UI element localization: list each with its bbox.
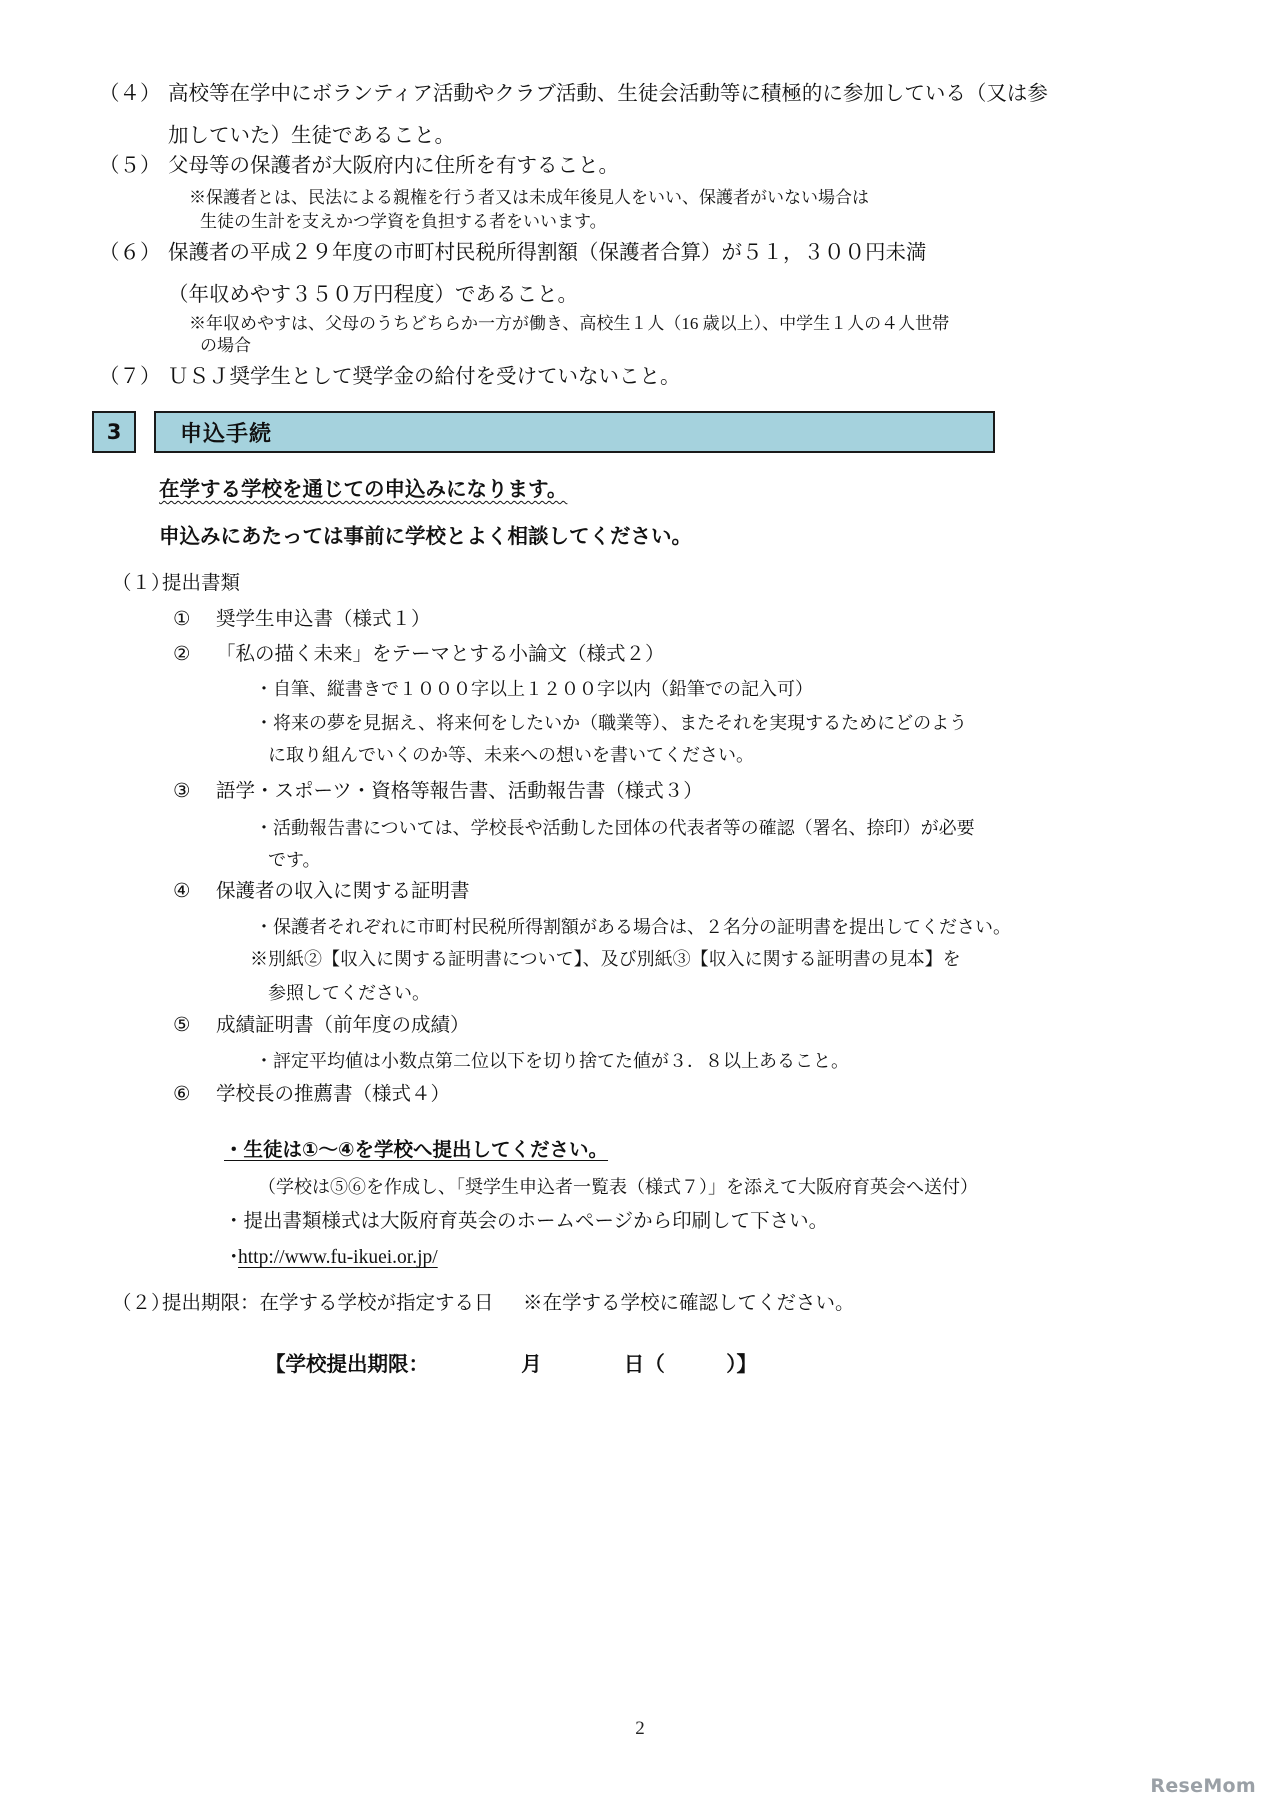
document-marker-3: ③ [173,781,191,802]
document-marker-2: ② [173,644,191,665]
eligibility-note: ※年収めやすは、父母のうちどちらか一方が働き、高校生１人（16 歳以上）、中学生１人の４人世帯 [189,314,950,333]
eligibility-note: ※保護者とは、民法による親権を行う者又は未成年後見人をいい、保護者がいない場合は [189,188,869,207]
document-bullet-cont: に取り組んでいくのか等、未来への想いを書いてください。 [268,745,754,765]
ikuei-homepage-link[interactable]: http://www.fu-ikuei.or.jp/ [238,1247,438,1268]
section-number-box: 3 [92,411,136,453]
document-bullet: ・評定平均値は小数点第二位以下を切り捨てた値が３．８以上あること。 [255,1051,849,1071]
subsection1-marker: （１） [112,573,171,594]
eligibility-line: ＵＳＪ奨学生として奨学金の給付を受けていないこと。 [168,366,681,388]
document-bullet-cont: です。 [268,850,321,870]
section-title-box: 申込手続 [154,411,995,453]
document-note: ※別紙②【収入に関する証明書について】、及び別紙③【収入に関する証明書の見本】を [250,949,961,969]
document-bullet: ・保護者それぞれに市町村民税所得割額がある場合は、２名分の証明書を提出してください。 [255,917,1011,937]
section-3-header [92,411,995,453]
section3-lead-2: 申込みにあたっては事前に学校とよく相談してください。 [159,524,692,548]
document-bullet: ・活動報告書については、学校長や活動した団体の代表者等の確認（署名、捺印）が必要 [255,818,975,838]
eligibility-marker-5: （５） [99,155,161,177]
document-text-1: 奨学生申込書（様式１） [216,609,431,630]
resemom-watermark [1150,1775,1256,1797]
document-text-2: 「私の描く未来」をテーマとする小論文（様式２） [216,644,665,665]
subsection2-marker: （２） [112,1293,171,1314]
eligibility-marker-7: （７） [99,366,161,388]
section-header-gap [136,411,154,453]
document-marker-4: ④ [173,881,191,902]
url-bullet-marker: ・ [224,1247,244,1268]
closing-print-note: ・提出書類様式は大阪府育英会のホームページから印刷して下さい。 [224,1211,829,1232]
document-marker-6: ⑥ [173,1084,191,1105]
subsection1-label: 提出書類 [162,573,241,594]
document-note-cont: 参照してください。 [268,983,430,1003]
document-text-6: 学校長の推薦書（様式４） [216,1084,451,1105]
watermark-text: ReseMom [1150,1775,1256,1797]
document-text-5: 成績証明書（前年度の成績） [216,1015,470,1036]
eligibility-note: 生徒の生計を支えかつ学資を負担する者をいいます。 [200,212,607,231]
eligibility-line: （年収めやす３５０万円程度）であること。 [168,284,578,306]
document-bullet: ・将来の夢を見据え、将来何をしたいか（職業等）、またそれを実現するためにどのよう [255,713,968,733]
closing-emphasis: ・生徒は①～④を学校へ提出してください。 [224,1138,609,1161]
eligibility-line: 加していた）生徒であること。 [168,125,455,147]
closing-paren-note: （学校は⑤⑥を作成し、「奨学生申込者一覧表（様式７）」を添えて大阪府育英会へ送付） [258,1177,978,1197]
eligibility-line: 父母等の保護者が大阪府内に住所を有すること。 [168,155,619,177]
eligibility-note: の場合 [200,336,251,355]
eligibility-line: 保護者の平成２９年度の市町村民税所得割額（保護者合算）が５１，３００円未満 [168,242,927,264]
eligibility-marker-4: （４） [99,83,161,105]
subsection2-label: 提出期限：在学する学校が指定する日 [162,1293,494,1314]
eligibility-marker-6: （６） [99,242,161,264]
document-marker-1: ① [173,609,191,630]
page-number: 2 [635,1718,645,1739]
eligibility-line: 高校等在学中にボランティア活動やクラブ活動、生徒会活動等に積極的に参加している（又は参 [168,83,1048,105]
section3-lead-1: 在学する学校を通じての申込みになります。 [159,477,568,501]
document-bullet: ・自筆、縦書きで１０００字以上１２００字以内（鉛筆での記入可） [255,679,813,699]
subsection2-note: ※在学する学校に確認してください。 [523,1293,855,1314]
deadline-fill-in-box[interactable]: 【学校提出期限： 月 日（ ）】 [265,1354,757,1376]
document-text-3: 語学・スポーツ・資格等報告書、活動報告書（様式３） [216,781,703,802]
document-marker-5: ⑤ [173,1015,191,1036]
document-text-4: 保護者の収入に関する証明書 [216,881,470,902]
